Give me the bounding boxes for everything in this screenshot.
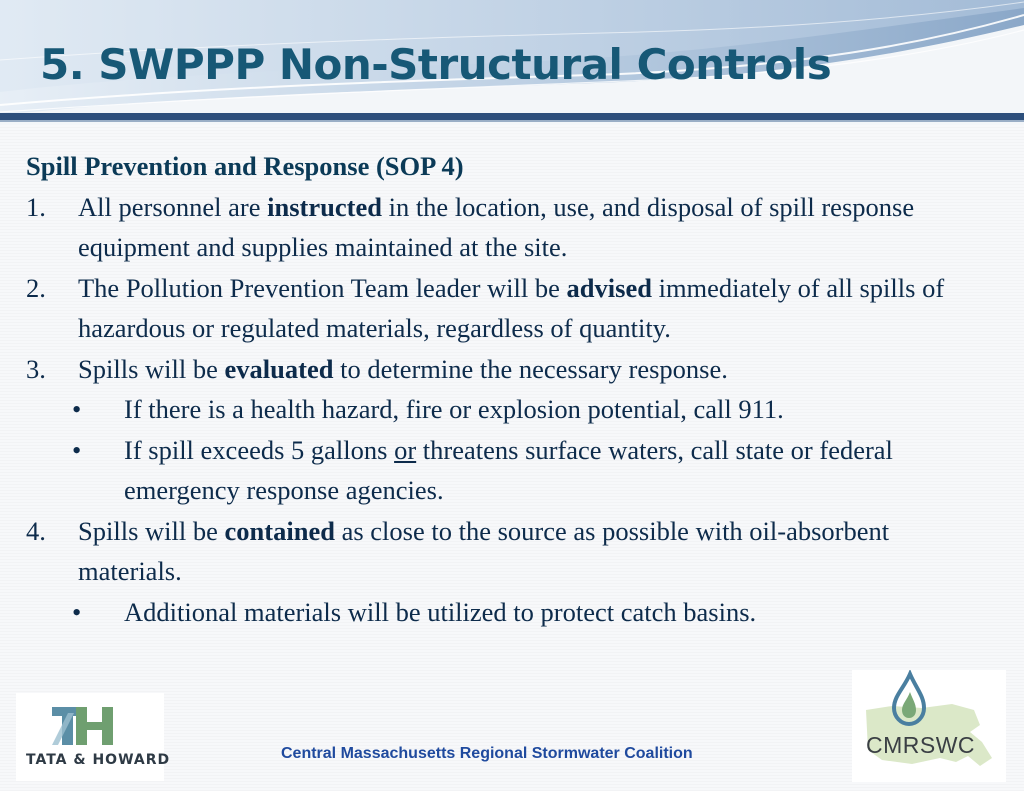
item-emphasis: instructed [267, 191, 382, 222]
cmrswc-logo [852, 670, 1006, 782]
item-text: immediately of all spills of hazardous or regulated materials, regardless of quantity. [78, 272, 945, 343]
bullet-text: Additional materials will be utilized to protect catch basins. [124, 596, 757, 627]
list-number: 2. [26, 272, 46, 303]
list-number: 1. [26, 191, 46, 222]
item-text: Spills will be [78, 353, 225, 384]
item-text: Spills will be [78, 515, 225, 546]
list-item-1 [26, 187, 996, 268]
bullet-symbol: • [72, 394, 82, 424]
th-monogram-icon [16, 693, 164, 753]
list-item-4 [26, 511, 996, 592]
bullet-symbol: • [72, 434, 82, 465]
logo-wordmark: CMRSWC [866, 732, 976, 758]
list-number: 3. [26, 353, 46, 384]
slide-title: 5. SWPPP Non-Structural Controls [40, 40, 832, 89]
item-text: All personnel are [78, 191, 268, 222]
item-text: in the location, use, and disposal of spill response equipment and supplies maintained at the site. [78, 191, 915, 262]
list-number: 4. [26, 515, 46, 546]
item-text: The Pollution Prevention Team leader will be [78, 272, 567, 303]
bullet-text: If there is a health hazard, fire or explosion potential, call 911. [124, 394, 784, 424]
footer-coalition-name: Central Massachusetts Regional Stormwater Coalition [281, 745, 693, 762]
item-text: as close to the source as possible with oil-absorbent materials. [78, 515, 890, 586]
tata-howard-logo [16, 693, 171, 781]
sub-bullet-1 [26, 389, 996, 430]
logo-wordmark: TATA & HOWARD [26, 752, 171, 768]
item-emphasis: evaluated [224, 353, 334, 384]
item-text: to determine the necessary response. [333, 353, 728, 384]
item-emphasis: contained [224, 515, 335, 546]
slide-content [26, 146, 996, 632]
sub-bullet-3 [26, 592, 996, 633]
section-subheading: Spill Prevention and Response (SOP 4) [26, 151, 464, 181]
bullet-text: threatens surface waters, call state or federal emergency response agencies. [124, 434, 893, 505]
bullet-underline: or [394, 434, 417, 465]
bullet-symbol: • [72, 596, 82, 627]
bullet-text: If spill exceeds 5 gallons [124, 434, 395, 465]
sub-bullet-2 [26, 430, 996, 511]
list-item-2 [26, 268, 996, 349]
item-emphasis: advised [566, 272, 652, 303]
list-item-3 [26, 349, 996, 390]
water-drop-map-icon [852, 670, 1006, 782]
